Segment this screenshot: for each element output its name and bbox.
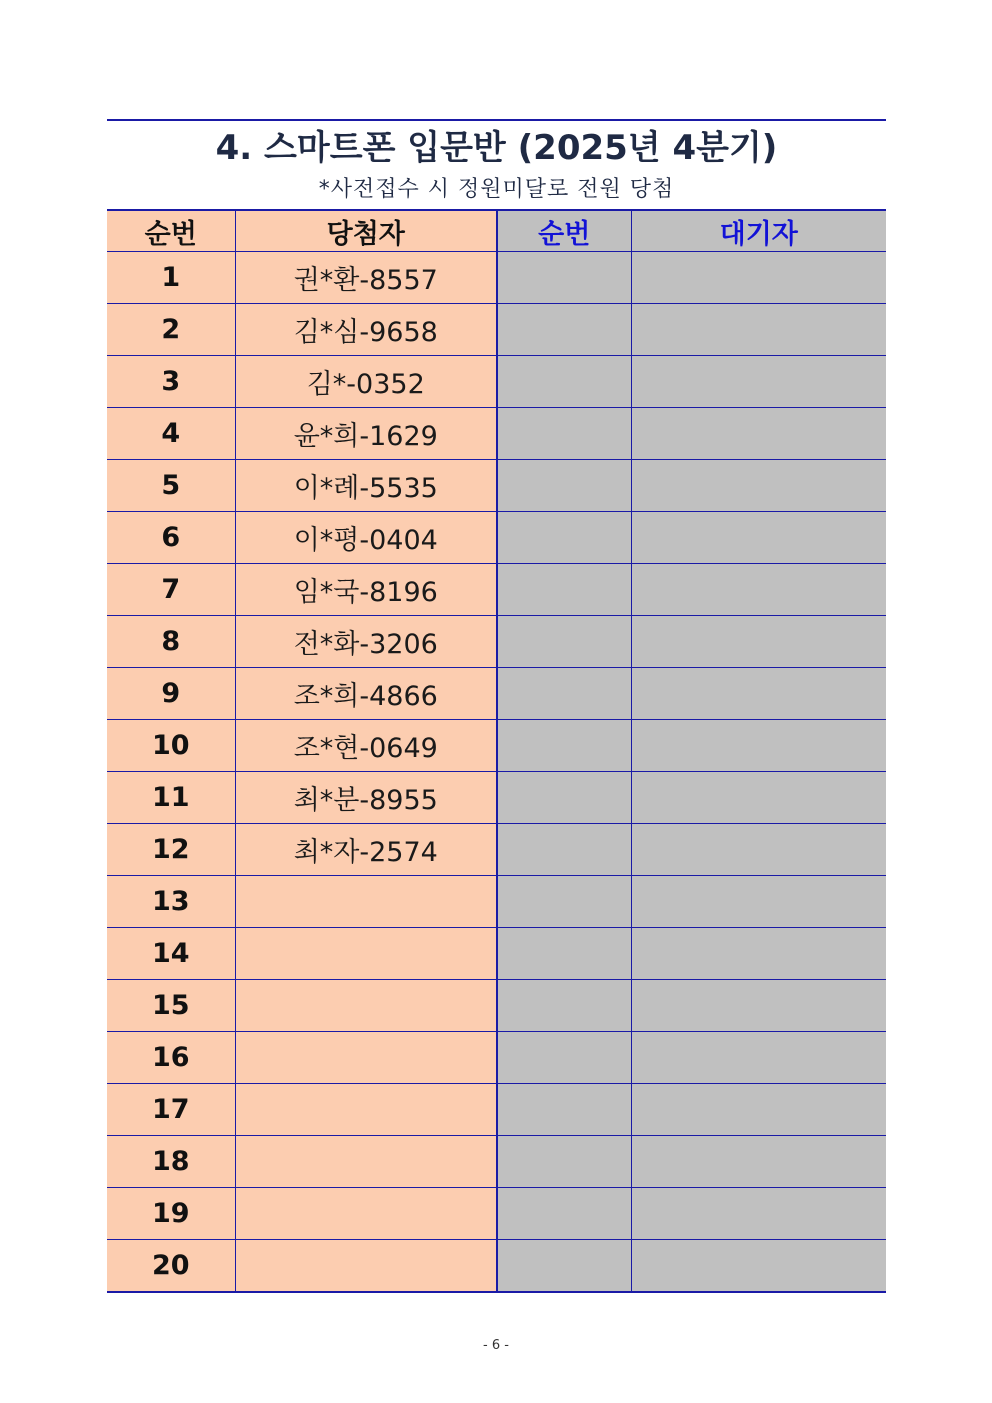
waitlist-number-cell xyxy=(497,876,631,928)
winner-name-cell xyxy=(235,1240,497,1293)
winner-number-cell: 10 xyxy=(107,720,235,772)
winner-number-cell: 5 xyxy=(107,460,235,512)
header-winner-number: 순번 xyxy=(107,210,235,252)
table-row xyxy=(107,408,886,460)
waitlist-number-cell xyxy=(497,1084,631,1136)
table-body xyxy=(107,252,886,1293)
winner-name-cell: 김*-0352 xyxy=(235,356,497,408)
waitlist-number-cell xyxy=(497,1032,631,1084)
waitlist-name-cell xyxy=(631,824,886,876)
waitlist-number-cell xyxy=(497,460,631,512)
table-row xyxy=(107,1188,886,1240)
waitlist-number-cell xyxy=(497,408,631,460)
table-row xyxy=(107,252,886,304)
winner-number-cell: 3 xyxy=(107,356,235,408)
header-waitlist-name: 대기자 xyxy=(631,210,886,252)
table-row xyxy=(107,564,886,616)
winner-number-cell: 15 xyxy=(107,980,235,1032)
waitlist-number-cell xyxy=(497,564,631,616)
winner-number-cell: 17 xyxy=(107,1084,235,1136)
winner-number-cell: 9 xyxy=(107,668,235,720)
winner-name-cell xyxy=(235,1032,497,1084)
waitlist-number-cell xyxy=(497,772,631,824)
waitlist-number-cell xyxy=(497,616,631,668)
waitlist-name-cell xyxy=(631,304,886,356)
winner-number-cell: 6 xyxy=(107,512,235,564)
waitlist-name-cell xyxy=(631,772,886,824)
table-row xyxy=(107,304,886,356)
winner-number-cell: 11 xyxy=(107,772,235,824)
winner-name-cell: 최*분-8955 xyxy=(235,772,497,824)
waitlist-number-cell xyxy=(497,512,631,564)
winner-name-cell xyxy=(235,1188,497,1240)
table-row xyxy=(107,356,886,408)
waitlist-number-cell xyxy=(497,720,631,772)
waitlist-name-cell xyxy=(631,1032,886,1084)
header-waitlist-number: 순번 xyxy=(497,210,631,252)
document-sheet xyxy=(107,119,886,1293)
winners-table xyxy=(107,209,886,1293)
table-row xyxy=(107,1136,886,1188)
waitlist-name-cell xyxy=(631,1136,886,1188)
winner-name-cell: 임*국-8196 xyxy=(235,564,497,616)
table-row xyxy=(107,668,886,720)
waitlist-number-cell xyxy=(497,980,631,1032)
table-row xyxy=(107,460,886,512)
table-row xyxy=(107,616,886,668)
waitlist-name-cell xyxy=(631,928,886,980)
winner-name-cell xyxy=(235,980,497,1032)
winner-name-cell: 이*례-5535 xyxy=(235,460,497,512)
winner-number-cell: 12 xyxy=(107,824,235,876)
waitlist-name-cell xyxy=(631,1240,886,1293)
winner-name-cell: 김*심-9658 xyxy=(235,304,497,356)
winner-name-cell: 윤*희-1629 xyxy=(235,408,497,460)
page-number: - 6 - xyxy=(483,1338,509,1353)
winner-number-cell: 4 xyxy=(107,408,235,460)
winner-name-cell: 권*환-8557 xyxy=(235,252,497,304)
winner-number-cell: 20 xyxy=(107,1240,235,1293)
waitlist-name-cell xyxy=(631,1188,886,1240)
waitlist-name-cell xyxy=(631,1084,886,1136)
winner-name-cell xyxy=(235,928,497,980)
waitlist-number-cell xyxy=(497,1188,631,1240)
winner-number-cell: 14 xyxy=(107,928,235,980)
winner-number-cell: 16 xyxy=(107,1032,235,1084)
document-title: 4. 스마트폰 입문반 (2025년 4분기) xyxy=(215,128,778,168)
winner-number-cell: 7 xyxy=(107,564,235,616)
top-rule xyxy=(107,119,886,121)
table-row xyxy=(107,1084,886,1136)
waitlist-name-cell xyxy=(631,720,886,772)
winner-number-cell: 8 xyxy=(107,616,235,668)
table-row xyxy=(107,772,886,824)
winner-number-cell: 1 xyxy=(107,252,235,304)
waitlist-number-cell xyxy=(497,928,631,980)
waitlist-name-cell xyxy=(631,876,886,928)
header-winner-name: 당첨자 xyxy=(235,210,497,252)
winner-number-cell: 13 xyxy=(107,876,235,928)
waitlist-number-cell xyxy=(497,304,631,356)
table-row xyxy=(107,876,886,928)
table-row xyxy=(107,824,886,876)
winner-number-cell: 18 xyxy=(107,1136,235,1188)
waitlist-name-cell xyxy=(631,668,886,720)
waitlist-name-cell xyxy=(631,616,886,668)
waitlist-number-cell xyxy=(497,1240,631,1293)
winner-name-cell: 조*현-0649 xyxy=(235,720,497,772)
waitlist-number-cell xyxy=(497,1136,631,1188)
table-row xyxy=(107,1032,886,1084)
waitlist-name-cell xyxy=(631,460,886,512)
winner-number-cell: 19 xyxy=(107,1188,235,1240)
winner-name-cell: 최*자-2574 xyxy=(235,824,497,876)
table-row xyxy=(107,928,886,980)
waitlist-number-cell xyxy=(497,668,631,720)
table-row xyxy=(107,1240,886,1293)
table-header-row xyxy=(107,210,886,252)
winner-name-cell: 조*희-4866 xyxy=(235,668,497,720)
winner-name-cell xyxy=(235,1136,497,1188)
winner-name-cell: 전*화-3206 xyxy=(235,616,497,668)
waitlist-name-cell xyxy=(631,408,886,460)
waitlist-number-cell xyxy=(497,356,631,408)
winner-number-cell: 2 xyxy=(107,304,235,356)
waitlist-name-cell xyxy=(631,252,886,304)
table-row xyxy=(107,512,886,564)
table-row xyxy=(107,980,886,1032)
winner-name-cell: 이*평-0404 xyxy=(235,512,497,564)
waitlist-name-cell xyxy=(631,512,886,564)
winner-name-cell xyxy=(235,1084,497,1136)
winner-name-cell xyxy=(235,876,497,928)
table-row xyxy=(107,720,886,772)
waitlist-number-cell xyxy=(497,252,631,304)
waitlist-number-cell xyxy=(497,824,631,876)
waitlist-name-cell xyxy=(631,356,886,408)
document-subtitle: *사전접수 시 정원미달로 전원 당첨 xyxy=(318,177,675,202)
waitlist-name-cell xyxy=(631,980,886,1032)
waitlist-name-cell xyxy=(631,564,886,616)
